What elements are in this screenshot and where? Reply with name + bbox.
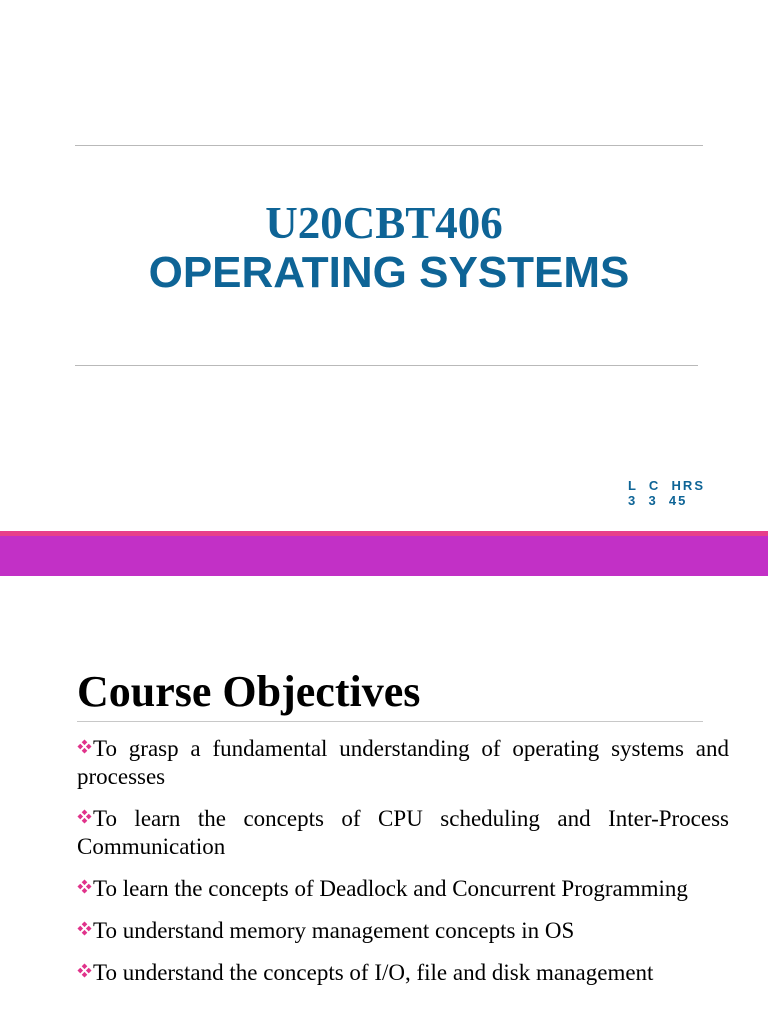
objective-text: To learn the concepts of CPU scheduling and Inter-Process Communication [77, 806, 729, 859]
slide-divider-bar [0, 531, 768, 576]
objective-item [77, 959, 729, 987]
objective-item [77, 735, 729, 791]
objectives-slide [0, 576, 768, 1024]
objective-text: To learn the concepts of Deadlock and Concurrent Programming [93, 876, 688, 901]
objective-text: To understand the concepts of I/O, file and disk management [93, 960, 654, 985]
four-diamond-bullet-icon [77, 739, 92, 754]
credits-header: L C HRS [628, 478, 705, 493]
four-diamond-bullet-icon [77, 921, 92, 936]
objective-text: To understand memory management concepts in OS [93, 918, 575, 943]
objectives-title-rule [77, 721, 703, 722]
four-diamond-bullet-icon [77, 809, 92, 824]
objectives-title: Course Objectives [77, 667, 421, 716]
title-bottom-rule [75, 365, 698, 366]
credits-block [628, 478, 705, 508]
objective-item [77, 917, 729, 945]
course-code: U20CBT406 [265, 198, 503, 248]
four-diamond-bullet-icon [77, 963, 92, 978]
objective-item [77, 875, 729, 903]
credits-values: 3 3 45 [628, 493, 688, 508]
four-diamond-bullet-icon [77, 879, 92, 894]
objective-item [77, 805, 729, 861]
course-title: OPERATING SYSTEMS [148, 248, 630, 297]
title-top-rule [75, 145, 703, 146]
objective-text: To grasp a fundamental understanding of operating systems and processes [77, 736, 729, 789]
objectives-list [77, 735, 729, 1001]
